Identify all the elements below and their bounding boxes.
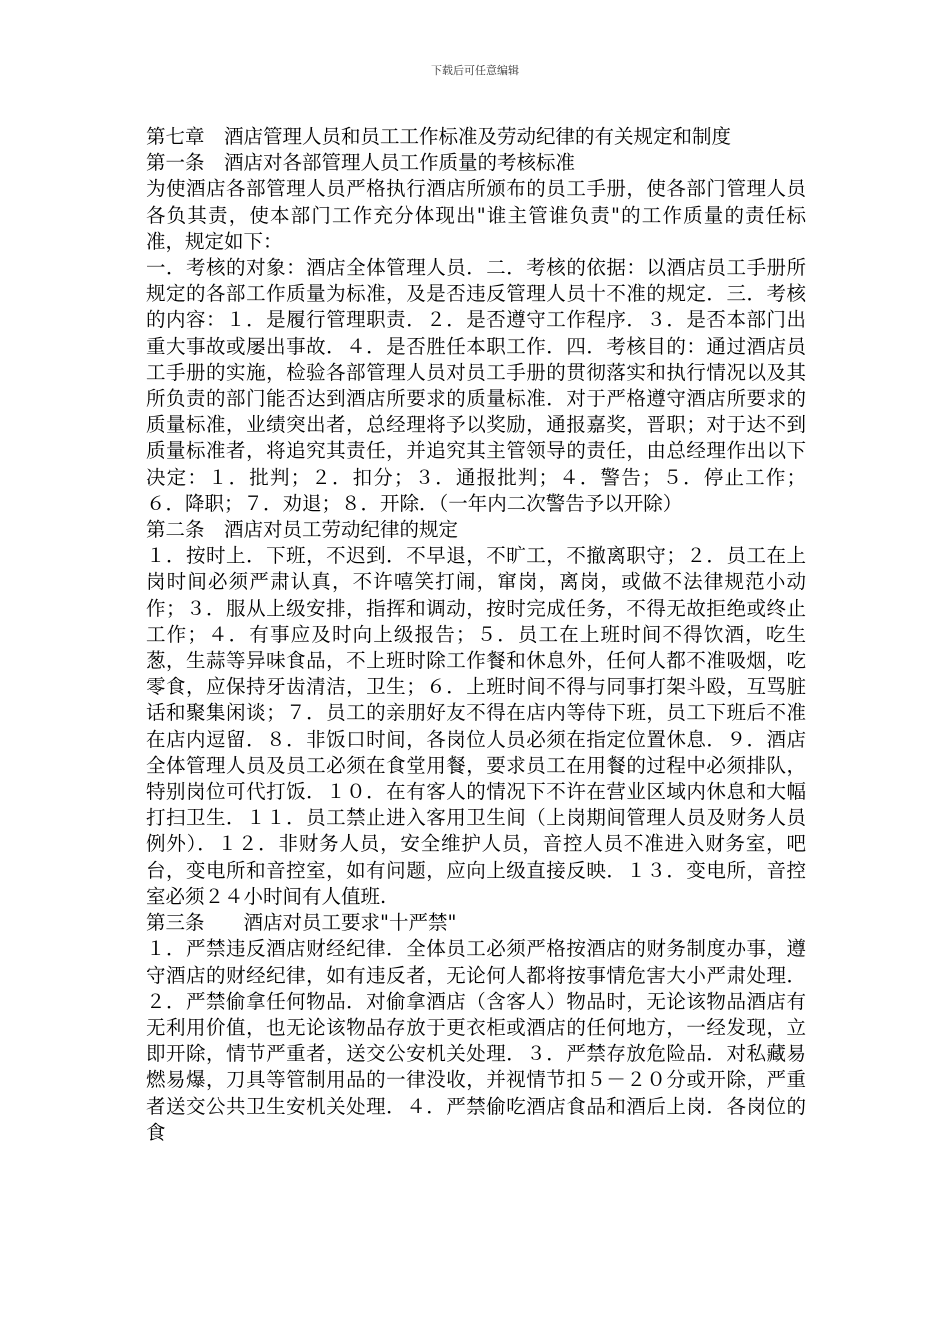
section-2-paragraph-1: １．按时上．下班，不迟到．不早退，不旷工，不撤离职守；２．员工在上岗时间必须严肃认真，不许嘻笑打闹，窜岗，离岗，或做不法律规范小动作；３．服从上级安排，指挥和调动，按时完成任务，不得无故拒绝或终止工作；４．有事应及时向上级报告；５．员工在上班时间不得饮酒，吃生葱，生蒜等异味食品，不上班时除工作餐和休息外，任何人都不准吸烟，吃零食，应保持牙齿清洁，卫生；６．上班时间不得与同事打架斗殴，互骂脏话和聚集闲谈；７．员工的亲朋好友不得在店内等侍下班，员工下班后不准在店内逗留．８．非饭口时间，各岗位人员必须在指定位置休息．９．酒店全体管理人员及员工必须在食堂用餐，要求员工在用餐的过程中必须排队，特别岗位可代打饭．１０．在有客人的情况下不许在营业区域内休息和大幅打扫卫生．１１．员工禁止进入客用卫生间（上岗期间管理人员及财务人员例外）．１２．非财务人员，安全维护人员，音控人员不准进入财务室，吧台，变电所和音控室，如有问题，应向上级直接反映．１３．变电所，音控室必须２４小时间有人值班. — [146, 544, 806, 908]
page-header-note: 下载后可任意编辑 — [431, 64, 519, 77]
section-1-heading: 第一条 酒店对各部管理人员工作质量的考核标准 — [146, 151, 576, 175]
chapter-title: 第七章 酒店管理人员和员工工作标准及劳动纪律的有关规定和制度 — [146, 125, 732, 148]
section-1-paragraph-1: 为使酒店各部管理人员严格执行酒店所颁布的员工手册，使各部门管理人员各负其责，使本部门工作充分体现出"谁主管谁负责"的工作质量的责任标准，规定如下： — [146, 177, 806, 253]
section-3-paragraph-1: １．严禁违反酒店财经纪律．全体员工必须严格按酒店的财务制度办事，遵守酒店的财经纪律，如有违反者，无论何人都将按事情危害大小严肃处理．２．严禁偷拿任何物品．对偷拿酒店（含客人）物品时，无论该物品酒店有无利用价值，也无论该物品存放于更衣柜或酒店的任何地方，一经发现，立即开除，情节严重者，送交公安机关处理．３．严禁存放危险品．对私藏易燃易爆，刀具等管制用品的一律没收，并视情节扣５－２０分或开除，严重者送交公共卫生安机关处理．４．严禁偷吃酒店食品和酒后上岗．各岗位的食 — [146, 937, 806, 1144]
section-3-heading: 第三条 酒店对员工要求"十严禁" — [146, 911, 457, 935]
section-1-paragraph-2: 一．考核的对象：酒店全体管理人员．二．考核的依据：以酒店员工手册所规定的各部工作质量为标准，及是否违反管理人员十不准的规定．三．考核的内容：１．是履行管理职责．２．是否遵守工作程序．３．是否本部门出重大事故或屡出事故．４．是否胜任本职工作．四．考核目的：通过酒店员工手册的实施，检验各部管理人员对员工手册的贯彻落实和执行情况以及其所负责的部门能否达到酒店所要求的质量标准．对于严格遵守酒店所要求的质量标准，业绩突出者，总经理将予以奖励，通报嘉奖，晋职；对于达不到质量标准者，将追究其责任，并追究其主管领导的责任，由总经理作出以下决定：１．批判；２．扣分；３．通报批判；４．警告；５．停止工作；６．降职；７．劝退；８．开除．（一年内二次警告予以开除） — [146, 256, 806, 515]
section-2-heading: 第二条 酒店对员工劳动纪律的规定 — [146, 518, 459, 542]
document-body — [146, 124, 806, 1146]
